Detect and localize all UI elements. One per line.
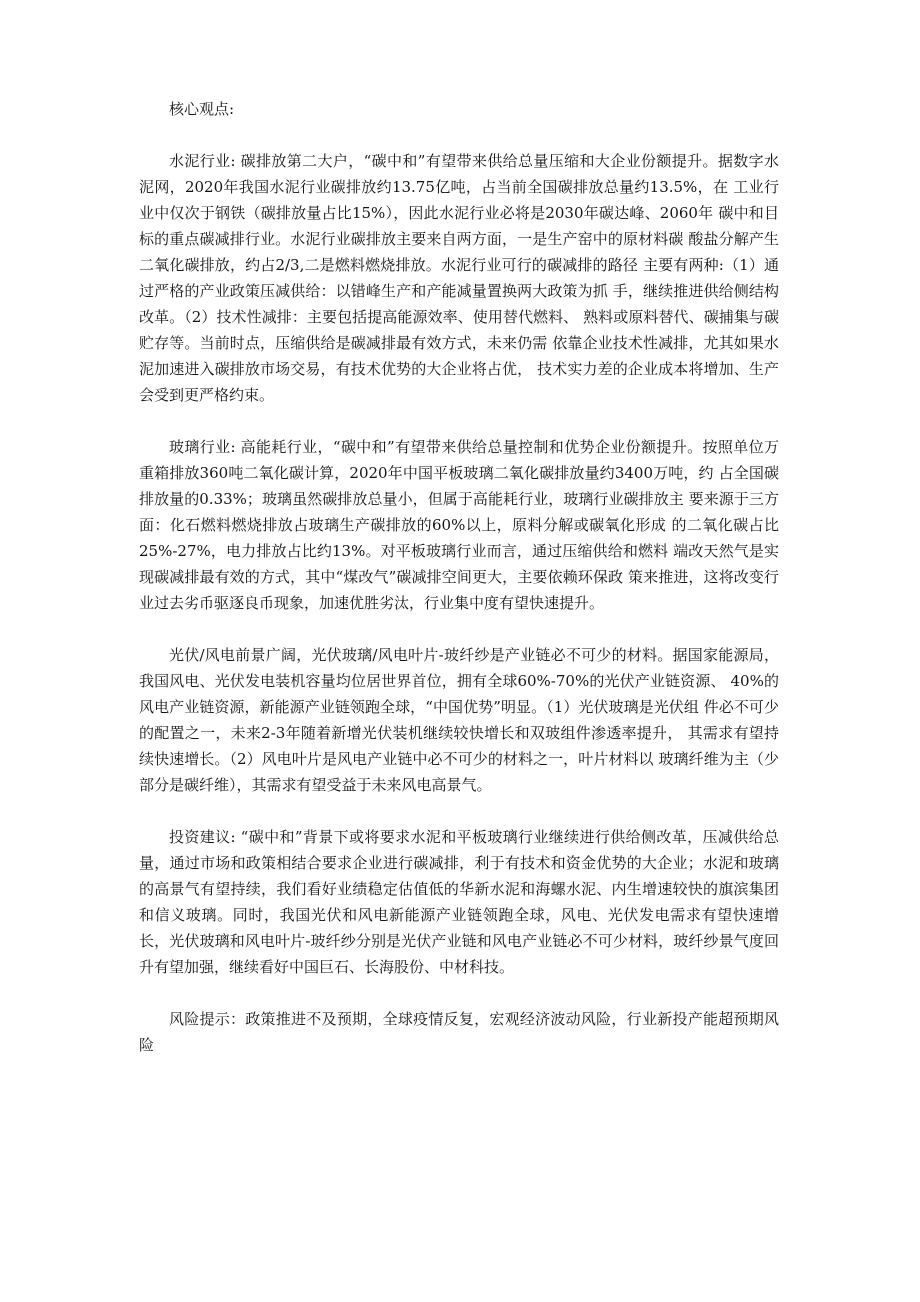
document-body — [139, 96, 779, 1084]
core-viewpoints-heading: 核心观点: — [169, 100, 235, 118]
paragraph-glass-industry: 玻璃行业: 高能耗行业，“碳中和”有望带来供给总量控制和优势企业份额提升。按照单位万重箱排放360吨二氧化碳计算，2020年中国平板玻璃二氧化碳排放量约3400万吨，约 占全国碳排放量的0.33%；玻璃虽然碳排放总量小，但属于高能耗行业，玻璃行业碳排放主 要来源于三方面：化石燃料燃烧排放占玻璃生产碳排放的60%以上，原料分解或碳氧化形成 的二氧化碳占比25%-27%，电力排放占比约13%。对平板玻璃行业而言，通过压缩供给和燃料 端改天然气是实现碳减排最有效的方式，其中“煤改气”碳减排空间更大，主要依赖环保政 策来推进，这将改变行业过去劣币驱逐良币现象，加速优胜劣汰，行业集中度有望快速提升。 — [139, 438, 779, 612]
paragraph-pv-wind-outlook: 光伏/风电前景广阔，光伏玻璃/风电叶片-玻纤纱是产业链必不可少的材料。据国家能源局，我国风电、光伏发电装机容量均位居世界首位，拥有全球60%-70%的光伏产业链资源、 40%的风电产业链资源，新能源产业链领跑全球，“中国优势”明显。（1）光伏玻璃是光伏组 件必不可少的配置之一，未来2-3年随着新增光伏装机继续较快增长和双玻组件渗透率提升， 其需求有望持续快速增长。（2）风电叶片是风电产业链中必不可少的材料之一，叶片材料以 玻璃纤维为主（少部分是碳纤维），其需求有望受益于未来风电高景气。 — [139, 646, 779, 794]
paragraph-investment-advice: 投资建议: “碳中和”背景下或将要求水泥和平板玻璃行业继续进行供给侧改革，压减供给总量，通过市场和政策相结合要求企业进行碳减排，利于有技术和资金优势的大企业；水泥和玻璃的高景气有望持续，我们看好业绩稳定估值低的华新水泥和海螺水泥、内生增速较快的旗滨集团和信义玻璃。同时，我国光伏和风电新能源产业链领跑全球，风电、光伏发电需求有望快速增长，光伏玻璃和风电叶片-玻纤纱分别是光伏产业链和风电产业链必不可少材料，玻纤纱景气度回升有望加强，继续看好中国巨石、长海股份、中材科技。 — [139, 828, 779, 976]
paragraph-risk-warning: 风险提示：政策推进不及预期，全球疫情反复，宏观经济波动风险，行业新投产能超预期风险 — [139, 1010, 779, 1054]
paragraph-cement-industry: 水泥行业: 碳排放第二大户，“碳中和”有望带来供给总量压缩和大企业份额提升。据数字水泥网，2020年我国水泥行业碳排放约13.75亿吨，占当前全国碳排放总量约13.5%，在 工业行业中仅次于钢铁（碳排放量占比15%），因此水泥行业必将是2030年碳达峰、2060年 碳中和目标的重点碳减排行业。水泥行业碳排放主要来自两方面，一是生产窑中的原材料碳 酸盐分解产生二氧化碳排放，约占2/3,二是燃料燃烧排放。水泥行业可行的碳减排的路径 主要有两种:（1）通过严格的产业政策压减供给：以错峰生产和产能减量置换两大政策为抓 手，继续推进供给侧结构改革。（2）技术性减排：主要包括提高能源效率、使用替代燃料、 熟料或原料替代、碳捕集与碳贮存等。当前时点，压缩供给是碳减排最有效方式，未来仍需 依靠企业技术性减排，尤其如果水泥加速进入碳排放市场交易，有技术优势的大企业将占优， 技术实力差的企业成本将增加、生产会受到更严格约束。 — [139, 152, 779, 404]
